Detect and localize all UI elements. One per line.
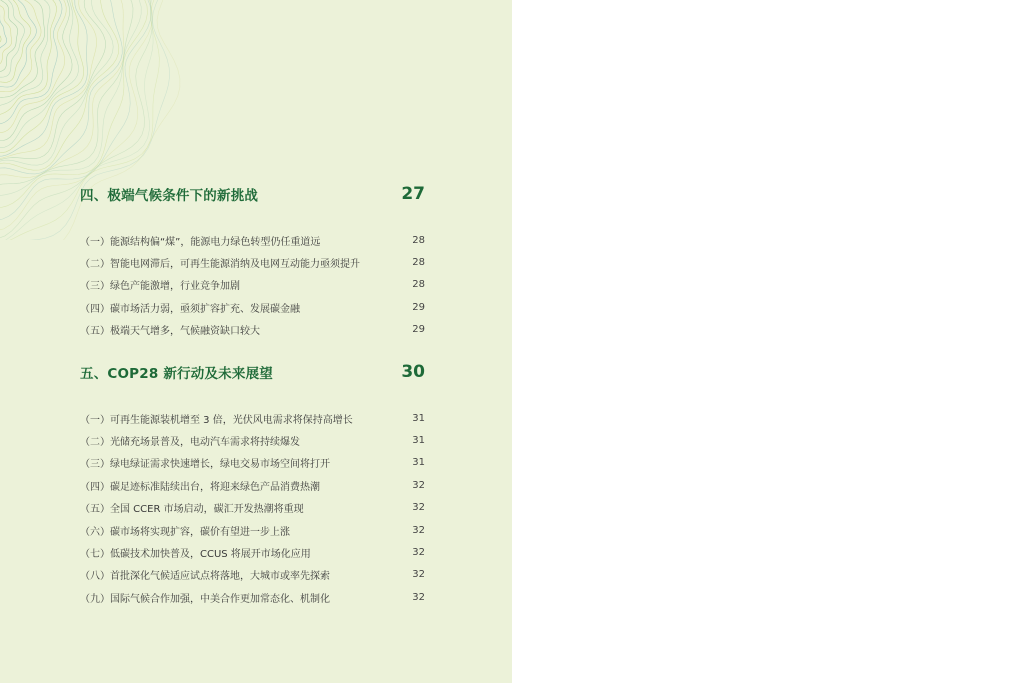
toc-item-label: （四）碳市场活力弱，亟须扩容扩充、发展碳金融 xyxy=(80,303,300,315)
toc-item-page: 32 xyxy=(412,524,425,536)
toc-item[interactable] xyxy=(80,541,425,563)
toc-item-label: （六）碳市场将实现扩容，碳价有望进一步上涨 xyxy=(80,526,290,538)
toc-item-label: （三）绿色产能激增，行业竞争加剧 xyxy=(80,281,240,293)
toc-item[interactable] xyxy=(80,407,425,429)
toc-section-4 xyxy=(80,183,425,341)
toc-item[interactable] xyxy=(80,474,425,496)
toc-item-page: 32 xyxy=(412,591,425,603)
toc-item[interactable] xyxy=(80,274,425,296)
toc-item[interactable] xyxy=(80,229,425,251)
toc-item[interactable] xyxy=(80,319,425,341)
toc-item-page: 28 xyxy=(412,279,425,291)
toc-item[interactable] xyxy=(80,564,425,586)
toc-item-label: （四）碳足迹标准陆续出台，将迎来绿色产品消费热潮 xyxy=(80,481,320,493)
toc-item-label: （七）低碳技术加快普及，CCUS 将展开市场化应用 xyxy=(80,549,311,561)
toc-item-label: （五）极端天气增多，气候融资缺口较大 xyxy=(80,326,260,338)
toc-item-page: 32 xyxy=(412,479,425,491)
toc-item-label: （五）全国 CCER 市场启动，碳汇开发热潮将重现 xyxy=(80,504,304,516)
toc-item-label: （八）首批深化气候适应试点将落地，大城市或率先探索 xyxy=(80,571,330,583)
toc-item-page: 31 xyxy=(412,457,425,469)
toc-item[interactable] xyxy=(80,251,425,273)
toc-item-page: 29 xyxy=(412,324,425,336)
toc-item-label: （二）智能电网滞后，可再生能源消纳及电网互动能力亟须提升 xyxy=(80,259,360,271)
toc-item-page: 31 xyxy=(412,435,425,447)
toc-item-page: 32 xyxy=(412,547,425,559)
section-heading[interactable] xyxy=(80,183,425,205)
toc-item[interactable] xyxy=(80,452,425,474)
toc-item-page: 29 xyxy=(412,301,425,313)
section-title: 四、极端气候条件下的新挑战 xyxy=(80,188,259,204)
toc-item[interactable] xyxy=(80,519,425,541)
toc-item-page: 28 xyxy=(412,257,425,269)
toc-item-label: （一）可再生能源装机增至 3 倍，光伏风电需求将保持高增长 xyxy=(80,414,353,426)
toc-item-page: 31 xyxy=(412,412,425,424)
toc-item[interactable] xyxy=(80,586,425,608)
toc-item[interactable] xyxy=(80,429,425,451)
section-page-number: 30 xyxy=(401,362,425,382)
toc-item[interactable] xyxy=(80,296,425,318)
toc-item-label: （一）能源结构偏“煤”，能源电力绿色转型仍任重道远 xyxy=(80,236,321,248)
toc-item-label: （二）光储充场景普及，电动汽车需求将持续爆发 xyxy=(80,437,300,449)
section-heading[interactable] xyxy=(80,361,425,383)
toc-item-page: 32 xyxy=(412,502,425,514)
toc-section-5 xyxy=(80,361,425,609)
toc-item-page: 28 xyxy=(412,234,425,246)
section-page-number: 27 xyxy=(401,184,425,204)
toc-item-label: （九）国际气候合作加强，中美合作更加常态化、机制化 xyxy=(80,593,330,605)
toc-item-page: 32 xyxy=(412,569,425,581)
toc-item[interactable] xyxy=(80,497,425,519)
section-title: 五、COP28 新行动及未来展望 xyxy=(80,366,273,382)
toc-item-label: （三）绿电绿证需求快速增长，绿电交易市场空间将打开 xyxy=(80,459,330,471)
